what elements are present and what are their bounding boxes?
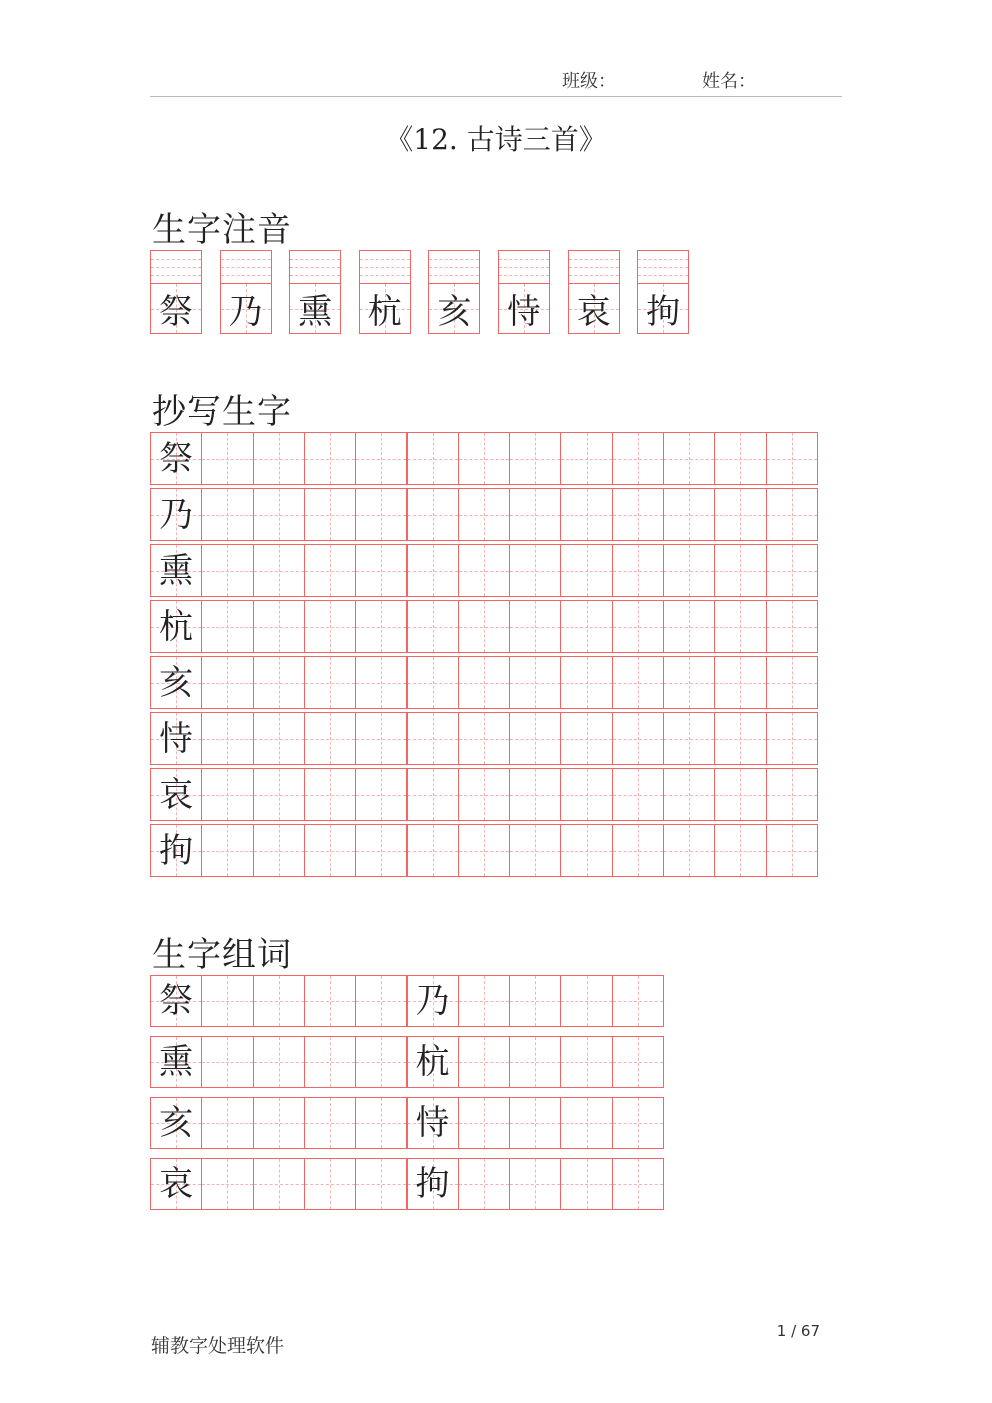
copy-practice-cell (560, 432, 612, 485)
zuci-model-cell (407, 1097, 459, 1149)
copy-practice-cell (612, 712, 664, 765)
copy-practice-cell (509, 656, 561, 709)
copy-practice-cell (458, 488, 510, 541)
copy-practice-cell (663, 488, 715, 541)
zuci-practice-cell (253, 1158, 305, 1210)
zuci-practice-cell (253, 975, 305, 1027)
copy-practice-cell (355, 712, 407, 765)
zuci-practice-cell (458, 1036, 510, 1088)
copy-practice-cell (766, 488, 818, 541)
copy-practice-cell (560, 488, 612, 541)
hanzi-character: 祭 (159, 981, 194, 1021)
copy-practice-cell (560, 824, 612, 877)
zuci-practice-cell (509, 1036, 561, 1088)
copy-model-cell (150, 768, 202, 821)
copy-practice-cell (458, 824, 510, 877)
copy-practice-cell (355, 600, 407, 653)
zhuyin-box (359, 250, 411, 334)
copy-practice-cell (509, 544, 561, 597)
copy-practice-cell (253, 824, 305, 877)
copy-practice-cell (458, 656, 510, 709)
copy-practice-cell (509, 432, 561, 485)
hanzi-character: 乃 (415, 981, 450, 1021)
zuci-practice-cell (560, 1097, 612, 1149)
footer-software-name: 辅教字处理软件 (151, 1335, 285, 1357)
zhuyin-char-cell (429, 284, 479, 333)
hanzi-character: 乃 (228, 292, 263, 332)
hanzi-character: 乃 (159, 494, 194, 535)
zhuyin-char-cell (569, 284, 619, 333)
hanzi-character: 杭 (159, 606, 194, 647)
zhuyin-char-cell (499, 284, 549, 333)
page-title: 《12. 古诗三首》 (385, 123, 607, 156)
copy-practice-cell (612, 656, 664, 709)
copy-practice-cell (612, 600, 664, 653)
class-label: 班级： (562, 71, 616, 92)
copy-practice-cell (407, 432, 459, 485)
zhuyin-box (150, 250, 202, 334)
copy-practice-cell (714, 712, 766, 765)
zuci-practice-cell (201, 1158, 253, 1210)
copy-practice-cell (201, 544, 253, 597)
pinyin-writing-lines (429, 251, 479, 284)
zuci-practice-cell (509, 1097, 561, 1149)
zuci-practice-cell (458, 1158, 510, 1210)
copy-practice-cell (612, 432, 664, 485)
hanzi-character: 哀 (576, 292, 611, 332)
copy-practice-cell (560, 712, 612, 765)
zuci-model-cell (407, 1158, 459, 1210)
copy-practice-cell (714, 488, 766, 541)
hanzi-character: 亥 (437, 292, 472, 332)
hanzi-character: 拘 (415, 1164, 450, 1204)
copy-practice-cell (509, 600, 561, 653)
hanzi-character: 祭 (159, 292, 193, 332)
zhuyin-box (220, 250, 272, 334)
zuci-practice-cell (458, 975, 510, 1027)
zuci-practice-cell (355, 1158, 407, 1210)
hanzi-character: 拘 (646, 292, 681, 332)
zuci-practice-cell (560, 975, 612, 1027)
name-label: 姓名： (702, 71, 756, 92)
copy-practice-cell (714, 768, 766, 821)
zhuyin-box (498, 250, 550, 334)
hanzi-character: 恃 (507, 292, 541, 332)
hanzi-character: 哀 (159, 774, 194, 815)
zhuyin-box (289, 250, 341, 334)
copy-practice-cell (253, 488, 305, 541)
copy-model-cell (150, 712, 202, 765)
zuci-practice-cell (304, 1097, 356, 1149)
copy-model-cell (150, 488, 202, 541)
pinyin-writing-lines (499, 251, 549, 284)
zuci-practice-cell (612, 975, 664, 1027)
copy-practice-cell (304, 712, 356, 765)
copy-practice-cell (766, 824, 818, 877)
zuci-practice-cell (201, 1097, 253, 1149)
hanzi-character: 杭 (367, 292, 402, 332)
zuci-practice-cell (612, 1097, 664, 1149)
copy-practice-cell (458, 544, 510, 597)
zhuyin-char-cell (290, 284, 340, 333)
copy-practice-cell (560, 544, 612, 597)
copy-practice-cell (766, 768, 818, 821)
zuci-practice-cell (355, 975, 407, 1027)
copy-practice-cell (509, 488, 561, 541)
zuci-practice-cell (355, 1097, 407, 1149)
zhuyin-char-cell (221, 284, 271, 333)
copy-practice-cell (714, 600, 766, 653)
copy-practice-cell (560, 768, 612, 821)
header-divider (150, 96, 842, 97)
pinyin-writing-lines (221, 251, 271, 284)
hanzi-character: 熏 (159, 550, 194, 591)
zuci-practice-cell (201, 1036, 253, 1088)
copy-practice-cell (560, 600, 612, 653)
copy-practice-cell (663, 824, 715, 877)
copy-practice-cell (201, 712, 253, 765)
copy-practice-cell (253, 712, 305, 765)
section-zhuyin-heading: 生字注音 (152, 210, 292, 250)
copy-model-cell (150, 432, 202, 485)
copy-practice-cell (201, 600, 253, 653)
copy-practice-cell (612, 768, 664, 821)
copy-practice-cell (201, 768, 253, 821)
zuci-model-cell (150, 1097, 202, 1149)
copy-practice-cell (304, 432, 356, 485)
copy-practice-cell (355, 656, 407, 709)
copy-practice-cell (253, 768, 305, 821)
copy-practice-cell (458, 600, 510, 653)
copy-practice-cell (612, 824, 664, 877)
copy-practice-cell (714, 432, 766, 485)
copy-practice-cell (714, 544, 766, 597)
hanzi-character: 恃 (159, 718, 194, 759)
page-number: 1 / 67 (776, 1322, 820, 1340)
zuci-practice-cell (253, 1097, 305, 1149)
copy-practice-cell (407, 768, 459, 821)
zuci-practice-cell (458, 1097, 510, 1149)
zuci-practice-cell (304, 1036, 356, 1088)
zuci-practice-cell (560, 1036, 612, 1088)
zuci-practice-cell (612, 1158, 664, 1210)
hanzi-character: 恃 (415, 1103, 450, 1143)
copy-practice-cell (714, 824, 766, 877)
copy-practice-cell (766, 712, 818, 765)
copy-practice-cell (253, 656, 305, 709)
copy-practice-cell (458, 712, 510, 765)
copy-practice-cell (612, 488, 664, 541)
zuci-model-cell (150, 1036, 202, 1088)
copy-practice-cell (304, 768, 356, 821)
copy-practice-cell (304, 824, 356, 877)
copy-practice-cell (355, 768, 407, 821)
hanzi-character: 熏 (159, 1042, 194, 1082)
section-zuci-heading: 生字组词 (152, 935, 292, 975)
hanzi-character: 拘 (159, 830, 194, 871)
copy-practice-cell (201, 656, 253, 709)
hanzi-character: 杭 (415, 1042, 450, 1082)
zhuyin-char-cell (638, 284, 688, 333)
zuci-model-cell (150, 975, 202, 1027)
zhuyin-box (568, 250, 620, 334)
zhuyin-box (428, 250, 480, 334)
copy-practice-cell (766, 656, 818, 709)
copy-practice-cell (509, 768, 561, 821)
copy-practice-cell (355, 432, 407, 485)
copy-practice-cell (253, 544, 305, 597)
zuci-practice-cell (304, 1158, 356, 1210)
copy-practice-cell (407, 544, 459, 597)
zuci-model-cell (407, 975, 459, 1027)
copy-practice-cell (407, 712, 459, 765)
zhuyin-char-cell (360, 284, 410, 333)
copy-practice-cell (663, 544, 715, 597)
zhuyin-char-cell (151, 284, 201, 333)
zuci-practice-cell (560, 1158, 612, 1210)
copy-practice-cell (355, 488, 407, 541)
copy-practice-cell (355, 824, 407, 877)
copy-practice-cell (253, 600, 305, 653)
zuci-practice-cell (355, 1036, 407, 1088)
copy-model-cell (150, 600, 202, 653)
copy-practice-cell (612, 544, 664, 597)
copy-practice-cell (253, 432, 305, 485)
copy-model-cell (150, 656, 202, 709)
copy-practice-cell (663, 768, 715, 821)
zuci-practice-cell (509, 1158, 561, 1210)
hanzi-character: 亥 (159, 662, 194, 703)
copy-model-cell (150, 824, 202, 877)
copy-practice-cell (663, 432, 715, 485)
copy-practice-cell (407, 488, 459, 541)
copy-practice-cell (766, 544, 818, 597)
copy-practice-cell (766, 600, 818, 653)
copy-practice-cell (355, 544, 407, 597)
zuci-practice-cell (509, 975, 561, 1027)
copy-practice-cell (509, 712, 561, 765)
zuci-practice-cell (253, 1036, 305, 1088)
copy-practice-cell (663, 600, 715, 653)
copy-practice-cell (304, 600, 356, 653)
pinyin-writing-lines (638, 251, 688, 284)
pinyin-writing-lines (151, 251, 201, 284)
copy-practice-cell (560, 656, 612, 709)
copy-practice-cell (458, 432, 510, 485)
copy-practice-cell (663, 656, 715, 709)
copy-practice-cell (407, 824, 459, 877)
copy-model-cell (150, 544, 202, 597)
hanzi-character: 祭 (159, 438, 194, 479)
zuci-model-cell (150, 1158, 202, 1210)
copy-practice-cell (458, 768, 510, 821)
copy-practice-cell (407, 600, 459, 653)
copy-practice-cell (304, 488, 356, 541)
zhuyin-box (637, 250, 689, 334)
hanzi-character: 亥 (159, 1103, 194, 1143)
pinyin-writing-lines (360, 251, 410, 284)
section-copy-heading: 抄写生字 (152, 392, 292, 432)
copy-practice-cell (663, 712, 715, 765)
hanzi-character: 熏 (298, 292, 333, 332)
copy-practice-cell (201, 824, 253, 877)
pinyin-writing-lines (569, 251, 619, 284)
copy-practice-cell (201, 432, 253, 485)
hanzi-character: 哀 (159, 1164, 194, 1204)
copy-practice-cell (201, 488, 253, 541)
pinyin-writing-lines (290, 251, 340, 284)
zuci-practice-cell (201, 975, 253, 1027)
copy-practice-cell (766, 432, 818, 485)
copy-practice-cell (509, 824, 561, 877)
zuci-practice-cell (304, 975, 356, 1027)
copy-practice-cell (714, 656, 766, 709)
copy-practice-cell (407, 656, 459, 709)
zuci-practice-cell (612, 1036, 664, 1088)
copy-practice-cell (304, 656, 356, 709)
copy-practice-cell (304, 544, 356, 597)
zuci-model-cell (407, 1036, 459, 1088)
